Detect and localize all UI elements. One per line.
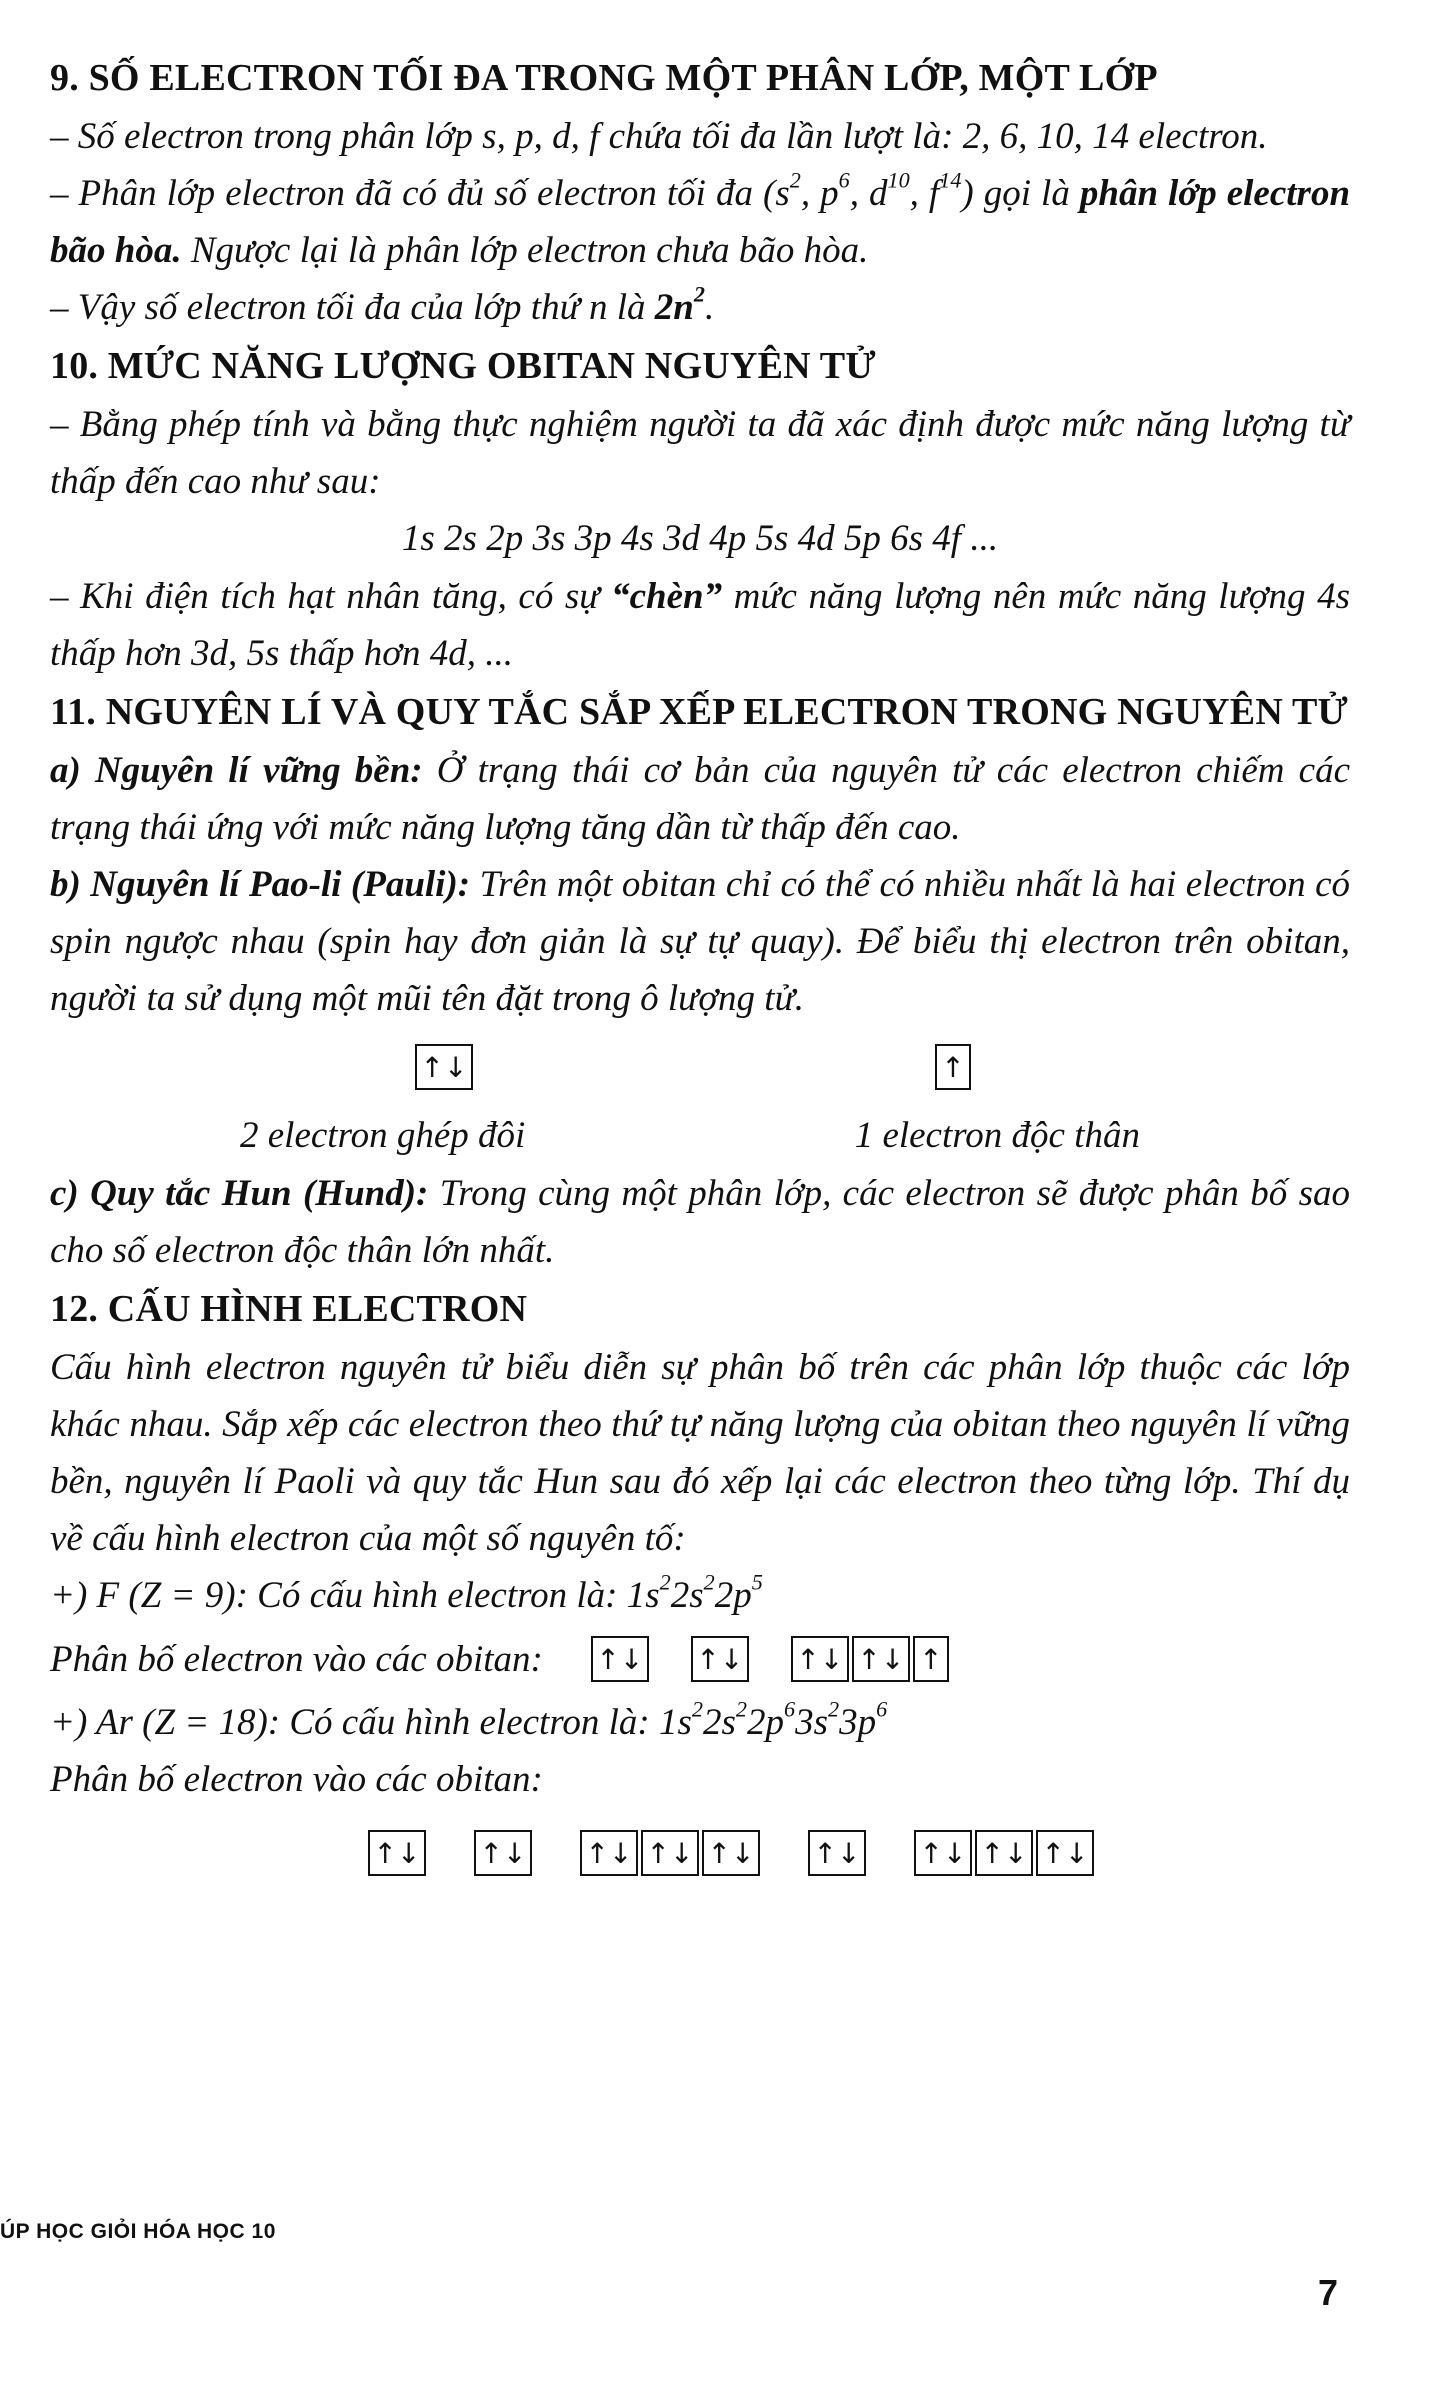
ar-1s-box: ↑↓ (368, 1830, 426, 1876)
section-12-heading: 12. CẤU HÌNH ELECTRON (50, 1288, 528, 1330)
ar-2p-box-3: ↑↓ (702, 1830, 760, 1876)
ar-3p-box-1: ↑↓ (914, 1830, 972, 1876)
label-single: 1 electron độc thân (854, 1115, 1140, 1156)
f-1s-box: ↑↓ (591, 1636, 649, 1682)
sec9-line-2: – Phân lớp electron đã có đủ số electron tối đa ($s^2$, $p^6$, $d^{10}$, $f^{14}$) gọi là phân lớp electron bão hòa. Ngược lại là phân lớp electron chưa bão hòa. (50, 167, 1351, 271)
section-11-heading: 11. NGUYÊN LÍ VÀ QUY TẮC SẮP XẾP ELECTRON TRONG NGUYÊN TỬ (50, 691, 1348, 733)
ar-3s-box: ↑↓ (808, 1830, 866, 1876)
sec11-c: c) Quy tắc Hun (Hund): Trong cùng một phân lớp, các electron sẽ được phân bố sao cho số electron độc thân lớn nhất. (50, 1173, 1351, 1271)
sec10-line-1: – Bằng phép tính và bằng thực nghiệm người ta đã xác định được mức năng lượng từ thấp đến cao như sau: (50, 404, 1350, 502)
sec11-a: a) Nguyên lí vững bền: Ở trạng thái cơ bản của nguyên tử các electron chiếm các trạng thái ứng với mức năng lượng tăng dần từ thấp đến cao. (50, 750, 1350, 848)
sec12-intro: Cấu hình electron nguyên tử biểu diễn sự phân bố trên các phân lớp thuộc các lớp khác nhau. Sắp xếp các electron theo thứ tự năng lượng của obitan theo nguyên lí vững bền, nguyên lí Paoli và quy tắc Hun sau đó xếp lại các electron theo từng lớp. Thí dụ về cấu hình electron của một số nguyên tố: (50, 1347, 1350, 1559)
sec9-line-3: – Vậy số electron tối đa của lớp thứ n là $2n^2$. (50, 281, 715, 328)
ar-3p-box-2: ↑↓ (975, 1830, 1033, 1876)
book-title-footer: ÚP HỌC GIỎI HÓA HỌC 10 (0, 2220, 276, 2243)
ar-2p-box-1: ↑↓ (580, 1830, 638, 1876)
f-2s-box: ↑↓ (691, 1636, 749, 1682)
sec10-line-2: – Khi điện tích hạt nhân tăng, có sự “chèn” mức năng lượng nên mức năng lượng 4s thấp hơn 3d, 5s thấp hơn 4d, ... (50, 576, 1350, 674)
fluorine-config-line: +) F (Z = 9): Có cấu hình electron là: $1s^22s^22p^5$ (50, 1569, 763, 1616)
ar-3p-box-3: ↑↓ (1036, 1830, 1094, 1876)
argon-orbital-label: Phân bố electron vào các obitan: (50, 1759, 543, 1800)
f-2p-box-3: ↑ (913, 1636, 949, 1682)
sec9-line-1: – Số electron trong phân lớp s, p, d, f chứa tối đa lần lượt là: 2, 6, 10, 14 electron. (50, 116, 1268, 157)
pauli-example-labels (240, 1107, 1140, 1165)
section-9-heading: 9. SỐ ELECTRON TỐI ĐA TRONG MỘT PHÂN LỚP, MỘT LỚP (50, 57, 1158, 99)
orbital-box-single: ↑ (935, 1044, 971, 1090)
ar-3p-group (914, 1830, 1094, 1876)
pauli-example-boxes (415, 1027, 1350, 1107)
f-2p-group (791, 1636, 949, 1682)
sec11-b: b) Nguyên lí Pao-li (Pauli): Trên một obitan chỉ có thể có nhiều nhất là hai electron có spin ngược nhau (spin hay đơn giản là sự tự quay). Để biểu thị electron trên obitan, người ta sử dụng một mũi tên đặt trong ô lượng tử. (50, 864, 1350, 1019)
label-pair: 2 electron ghép đôi (240, 1115, 526, 1156)
argon-orbitals (368, 1808, 1350, 1898)
ar-2p-group (580, 1830, 760, 1876)
ar-2s-box: ↑↓ (474, 1830, 532, 1876)
fluorine-orbitals (50, 1624, 1350, 1694)
section-10-heading: 10. MỨC NĂNG LƯỢNG OBITAN NGUYÊN TỬ (50, 345, 876, 387)
energy-order: 1s 2s 2p 3s 3p 4s 3d 4p 5s 4d 5p 6s 4f ... (401, 518, 999, 559)
f-2p-box-1: ↑↓ (791, 1636, 849, 1682)
argon-config-line: +) Ar (Z = 18): Có cấu hình electron là: $1s^22s^22p^63s^23p^6$ (50, 1696, 888, 1743)
f-2p-box-2: ↑↓ (852, 1636, 910, 1682)
page-number: 7 (1318, 2272, 1339, 2313)
ar-2p-box-2: ↑↓ (641, 1830, 699, 1876)
orbital-box-pair: ↑↓ (415, 1044, 473, 1090)
page-content (50, 48, 1350, 1898)
fluorine-orbital-label: Phân bố electron vào các obitan: (50, 1638, 543, 1680)
